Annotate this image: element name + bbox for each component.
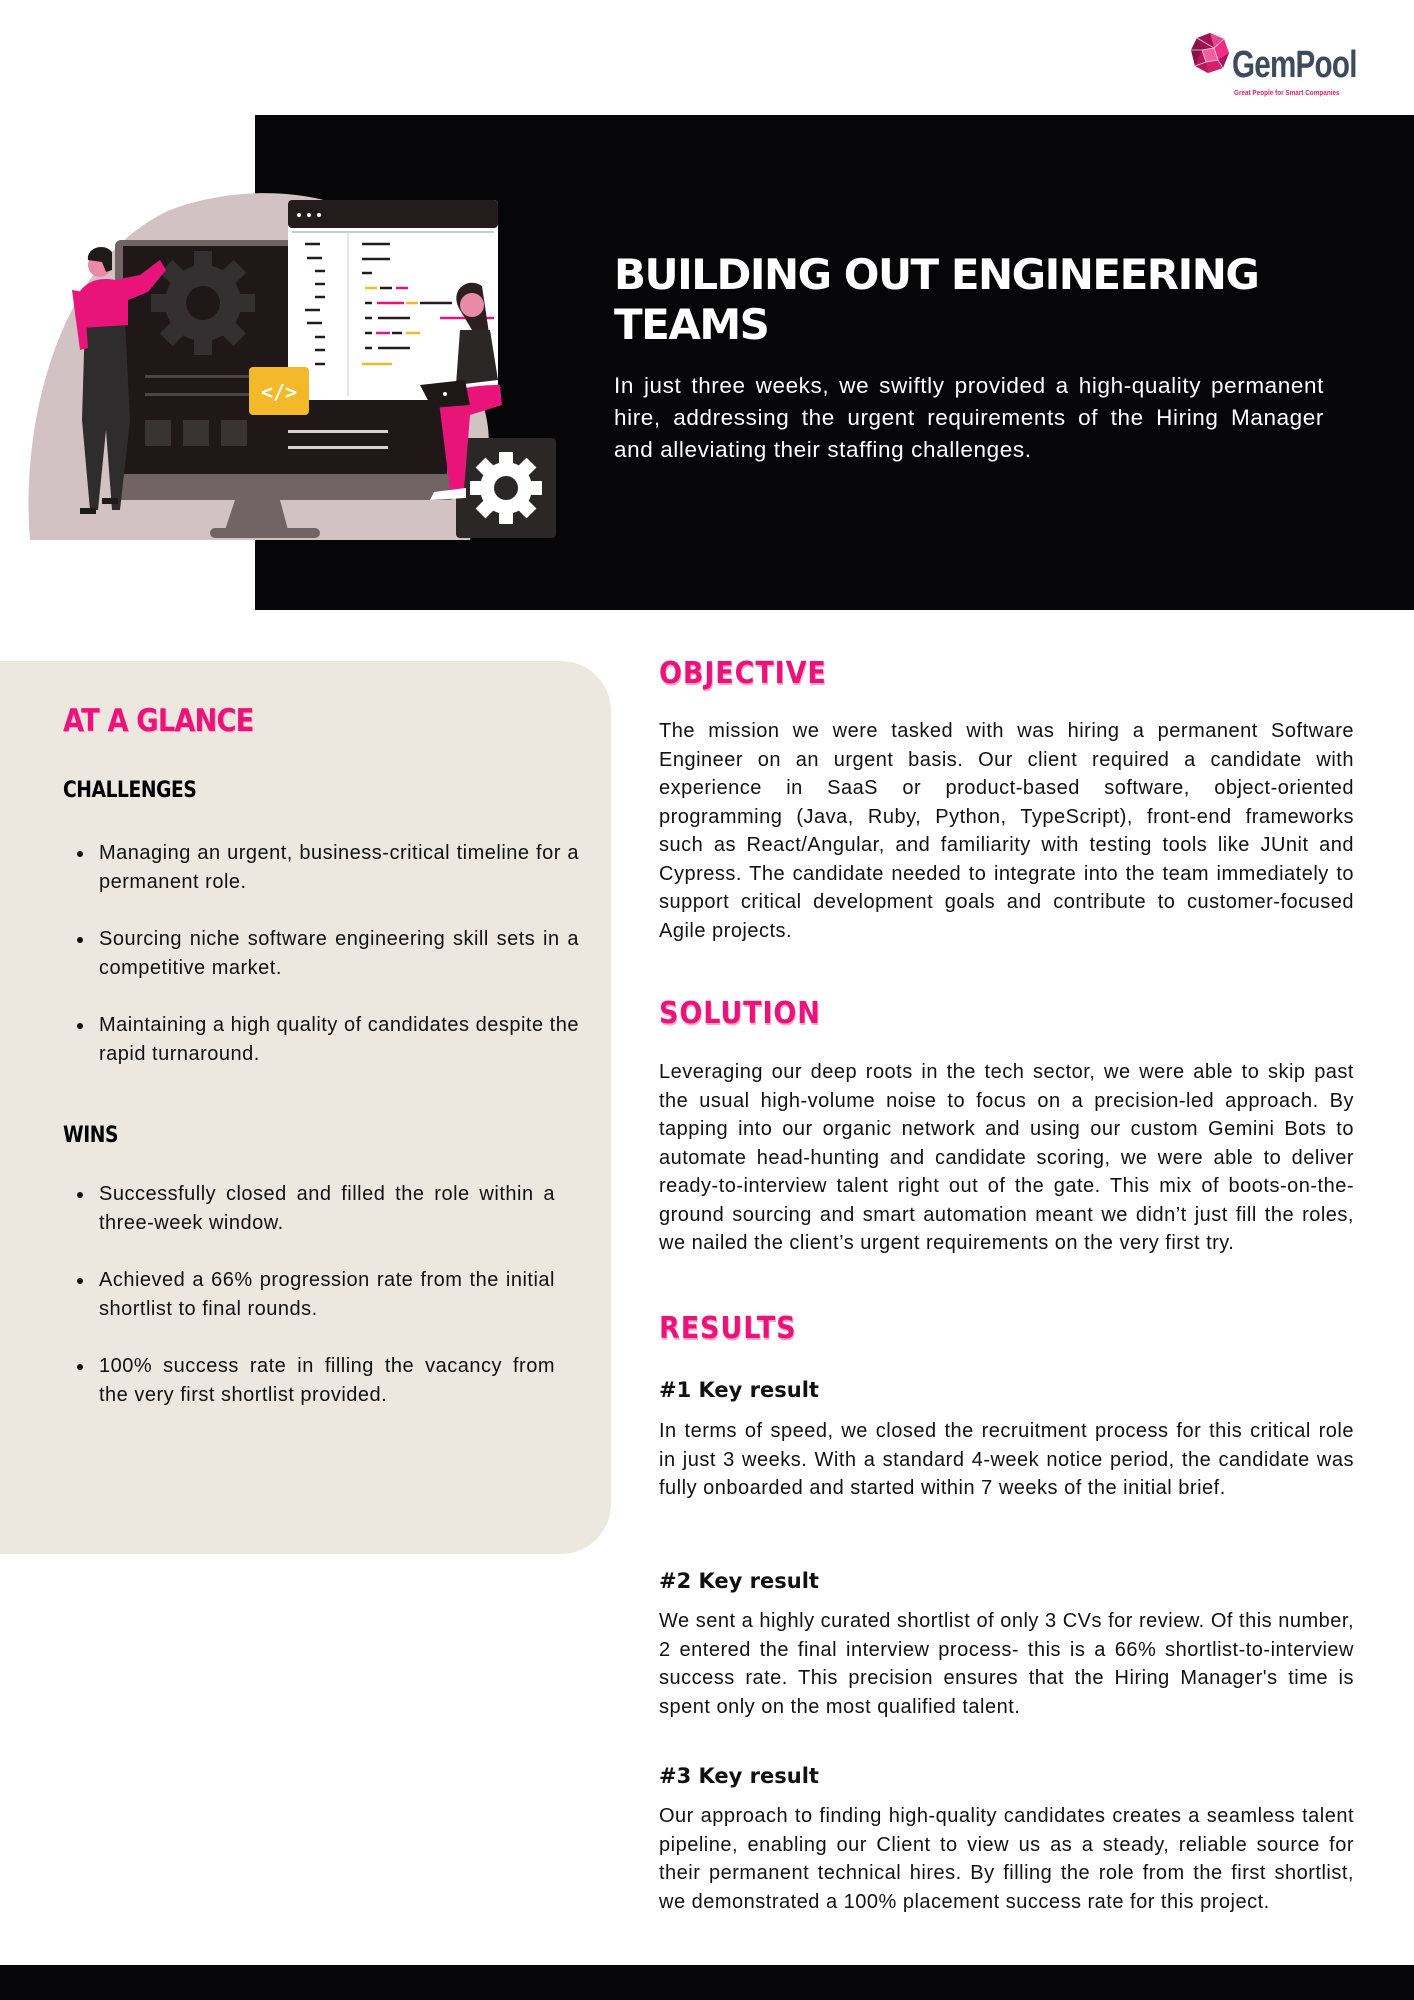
svg-text:</>: </> bbox=[260, 380, 298, 404]
key-result-2-body: We sent a highly curated shortlist of only 3 CVs for review. Of this number, 2 entered the final interview process- this is a 66% shortlist-to-interview success rate. This precision ensures that the Hiring Manager's time is spent only on the most qualified talent. bbox=[659, 1610, 1354, 1718]
hero-subtitle: In just three weeks, we swiftly provided a high-quality permanent hire, addressing the urgent requirements of the Hiring Manager and alleviating their staffing challenges. bbox=[614, 373, 1324, 462]
key-result-3-body: Our approach to finding high-quality candidates creates a seamless talent pipeline, enabling our Client to view us as a steady, reliable source for their permanent technical hires. By filling the role from the first shortlist, we demonstrated a 100% placement success rate for this project. bbox=[659, 1805, 1354, 1913]
bullet-icon bbox=[77, 1278, 83, 1284]
logo-wordmark: GemPool bbox=[1232, 44, 1357, 86]
list-item: 100% success rate in filling the vacancy from the very first shortlist provided. bbox=[99, 1352, 555, 1410]
bullet-icon bbox=[77, 937, 83, 943]
list-item: Maintaining a high quality of candidates despite the rapid turnaround. bbox=[99, 1011, 579, 1069]
objective-heading: OBJECTIVE bbox=[659, 656, 827, 691]
challenges-heading: CHALLENGES bbox=[63, 778, 197, 803]
bullet-icon bbox=[77, 1192, 83, 1198]
gempool-logo bbox=[1190, 32, 1360, 98]
solution-heading: SOLUTION bbox=[659, 996, 821, 1031]
code-icon bbox=[249, 367, 309, 415]
solution-body: Leveraging our deep roots in the tech sector, we were able to skip past the usual high-volume noise to focus on a precision-led approach. By tapping into our organic network and using our custom Gemini Bots to automate head-hunting and candidate scoring, we were able to deliver ready-to-interview talent right out of the gate. This mix of boots-on-the-ground sourcing and smart automation meant we didn’t just fill the roles, we nailed the client’s urgent requirements on the very first try. bbox=[659, 1061, 1354, 1254]
bullet-icon bbox=[77, 1023, 83, 1029]
logo-tagline: Great People for Smart Companies bbox=[1234, 88, 1340, 97]
objective-body: The mission we were tasked with was hiring a permanent Software Engineer on an urgent basis. Our client required a candidate with experience in SaaS or product-based software, object-oriented programming (Java, Ruby, Python, TypeScript), front-end frameworks such as React/Angular, and familiarity with testing tools like JUnit and Cypress. The candidate needed to integrate into the team immediately to support critical development goals and contribute to customer-focused Agile projects. bbox=[659, 720, 1354, 942]
list-item: Successfully closed and filled the role within a three-week window. bbox=[99, 1180, 555, 1238]
glance-heading: AT A GLANCE bbox=[63, 703, 254, 739]
wins-list bbox=[99, 1180, 555, 1438]
list-item: Managing an urgent, business-critical timeline for a permanent role. bbox=[99, 839, 579, 897]
wins-heading: WINS bbox=[63, 1123, 119, 1148]
list-item: Sourcing niche software engineering skill sets in a competitive market. bbox=[99, 925, 579, 983]
at-a-glance-panel bbox=[0, 661, 611, 1554]
page-title: BUILDING OUT ENGINEERING TEAMS bbox=[614, 250, 1259, 349]
bullet-icon bbox=[77, 1364, 83, 1370]
key-result-2-title: #2 Key result bbox=[659, 1569, 819, 1593]
gem-icon bbox=[1190, 32, 1230, 74]
footer-bar bbox=[0, 1965, 1414, 2000]
gear-icon bbox=[151, 251, 255, 355]
key-result-1-title: #1 Key result bbox=[659, 1378, 819, 1402]
results-heading: RESULTS bbox=[659, 1311, 797, 1346]
engineering-illustration bbox=[20, 180, 580, 550]
key-result-1-body: In terms of speed, we closed the recruitment process for this critical role in just 3 weeks. With a standard 4-week notice period, the candidate was fully onboarded and started within 7 weeks of the initial brief. bbox=[659, 1420, 1354, 1499]
challenges-list bbox=[99, 839, 579, 1097]
bullet-icon bbox=[77, 851, 83, 857]
list-item: Achieved a 66% progression rate from the initial shortlist to final rounds. bbox=[99, 1266, 555, 1324]
gear-icon bbox=[470, 452, 542, 524]
key-result-3-title: #3 Key result bbox=[659, 1764, 819, 1788]
